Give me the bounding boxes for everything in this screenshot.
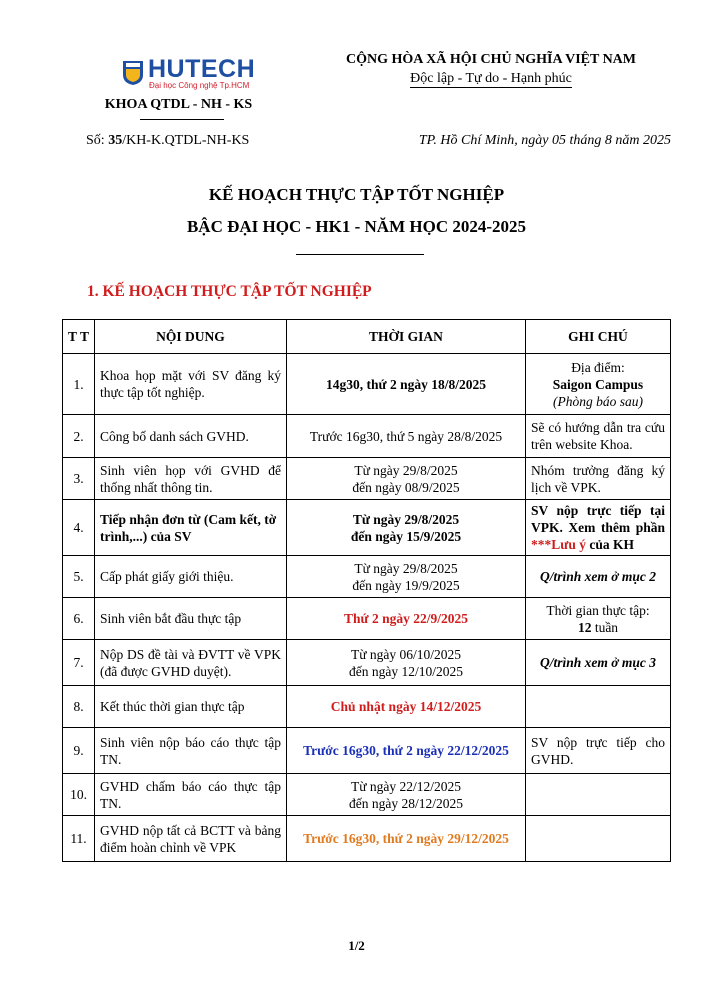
row-number: 1. <box>63 354 95 415</box>
row-note <box>526 774 671 816</box>
row-content: Nộp DS đề tài và ĐVTT về VPK (đã được GVHD duyệt). <box>95 640 287 686</box>
row-note <box>526 816 671 862</box>
row-content: Cấp phát giấy giới thiệu. <box>95 556 287 598</box>
hutech-logo <box>122 55 256 92</box>
logo-subtitle: Đại học Công nghệ Tp.HCM <box>149 81 250 90</box>
row-content: Tiếp nhận đơn từ (Cam kết, tờ trình,...) của SV <box>95 500 287 556</box>
table-row <box>63 640 671 686</box>
row-content: Sinh viên bắt đầu thực tập <box>95 598 287 640</box>
header-tt: T T <box>63 320 95 354</box>
plan-table <box>62 319 671 862</box>
row-content: GVHD chấm báo cáo thực tập TN. <box>95 774 287 816</box>
row-note: Địa điểm: Saigon Campus (Phòng báo sau) <box>526 354 671 415</box>
row-time: Từ ngày 29/8/2025 đến ngày 19/9/2025 <box>287 556 526 598</box>
row-note: Nhóm trưởng đăng ký lịch về VPK. <box>526 458 671 500</box>
faculty-underline <box>140 119 224 120</box>
row-time: Chủ nhật ngày 14/12/2025 <box>287 686 526 728</box>
row-note: Q/trình xem ở mục 2 <box>526 556 671 598</box>
row-time: Trước 16g30, thứ 2 ngày 29/12/2025 <box>287 816 526 862</box>
row-note: Sẽ có hướng dẫn tra cứu trên website Khoa. <box>526 415 671 458</box>
document-subtitle: BẬC ĐẠI HỌC - HK1 - NĂM HỌC 2024-2025 <box>186 217 527 236</box>
table-row <box>63 354 671 415</box>
row-content: Công bố danh sách GVHD. <box>95 415 287 458</box>
row-time: Từ ngày 29/8/2025 đến ngày 15/9/2025 <box>287 500 526 556</box>
title-underline <box>296 254 424 255</box>
page-number: 1/2 <box>348 938 365 953</box>
row-number: 3. <box>63 458 95 500</box>
row-content: Sinh viên họp với GVHD để thống nhất thông tin. <box>95 458 287 500</box>
table-row <box>63 458 671 500</box>
table-row <box>63 556 671 598</box>
row-number: 2. <box>63 415 95 458</box>
row-number: 5. <box>63 556 95 598</box>
national-motto: Độc lập - Tự do - Hạnh phúc <box>410 71 572 86</box>
row-note <box>526 686 671 728</box>
row-note: Thời gian thực tập: 12 tuần <box>526 598 671 640</box>
logo-wordmark: HUTECH <box>148 55 256 83</box>
table-header-row <box>63 320 671 354</box>
row-time: Thứ 2 ngày 22/9/2025 <box>287 598 526 640</box>
row-content: Sinh viên nộp báo cáo thực tập TN. <box>95 728 287 774</box>
document-title: KẾ HOẠCH THỰC TẬP TỐT NGHIỆP <box>208 185 505 204</box>
row-note: SV nộp trực tiếp tại VPK. Xem thêm phần ***Lưu ý của KH <box>526 500 671 556</box>
row-time: 14g30, thứ 2 ngày 18/8/2025 <box>287 354 526 415</box>
table-row <box>63 598 671 640</box>
row-number: 9. <box>63 728 95 774</box>
header-thoigian: THỜI GIAN <box>287 320 526 354</box>
document-number: Số: 35/KH-K.QTDL-NH-KS <box>86 133 250 148</box>
row-note: SV nộp trực tiếp cho GVHD. <box>526 728 671 774</box>
row-content: Kết thúc thời gian thực tập <box>95 686 287 728</box>
shield-icon <box>122 60 144 86</box>
row-content: GVHD nộp tất cả BCTT và bảng điểm hoàn chỉnh về VPK <box>95 816 287 862</box>
row-number: 4. <box>63 500 95 556</box>
row-time: Từ ngày 29/8/2025 đến ngày 08/9/2025 <box>287 458 526 500</box>
table-row <box>63 415 671 458</box>
document-date: TP. Hồ Chí Minh, ngày 05 tháng 8 năm 2025 <box>418 133 671 148</box>
row-content: Khoa họp mặt với SV đăng ký thực tập tốt nghiệp. <box>95 354 287 415</box>
row-time: Từ ngày 06/10/2025 đến ngày 12/10/2025 <box>287 640 526 686</box>
section-heading: 1. KẾ HOẠCH THỰC TẬP TỐT NGHIỆP <box>87 283 372 300</box>
row-number: 7. <box>63 640 95 686</box>
row-note: Q/trình xem ở mục 3 <box>526 640 671 686</box>
header-noidung: NỘI DUNG <box>95 320 287 354</box>
table-row <box>63 500 671 556</box>
row-time: Trước 16g30, thứ 5 ngày 28/8/2025 <box>287 415 526 458</box>
table-row <box>63 774 671 816</box>
table-row <box>63 686 671 728</box>
row-time: Từ ngày 22/12/2025 đến ngày 28/12/2025 <box>287 774 526 816</box>
row-number: 10. <box>63 774 95 816</box>
row-time: Trước 16g30, thứ 2 ngày 22/12/2025 <box>287 728 526 774</box>
table-row <box>63 816 671 862</box>
table-row <box>63 728 671 774</box>
row-number: 8. <box>63 686 95 728</box>
faculty-name: KHOA QTDL - NH - KS <box>104 97 253 112</box>
header-ghichu: GHI CHÚ <box>526 320 671 354</box>
row-number: 11. <box>63 816 95 862</box>
national-title: CỘNG HÒA XÃ HỘI CHỦ NGHĨA VIỆT NAM <box>345 52 636 67</box>
row-number: 6. <box>63 598 95 640</box>
